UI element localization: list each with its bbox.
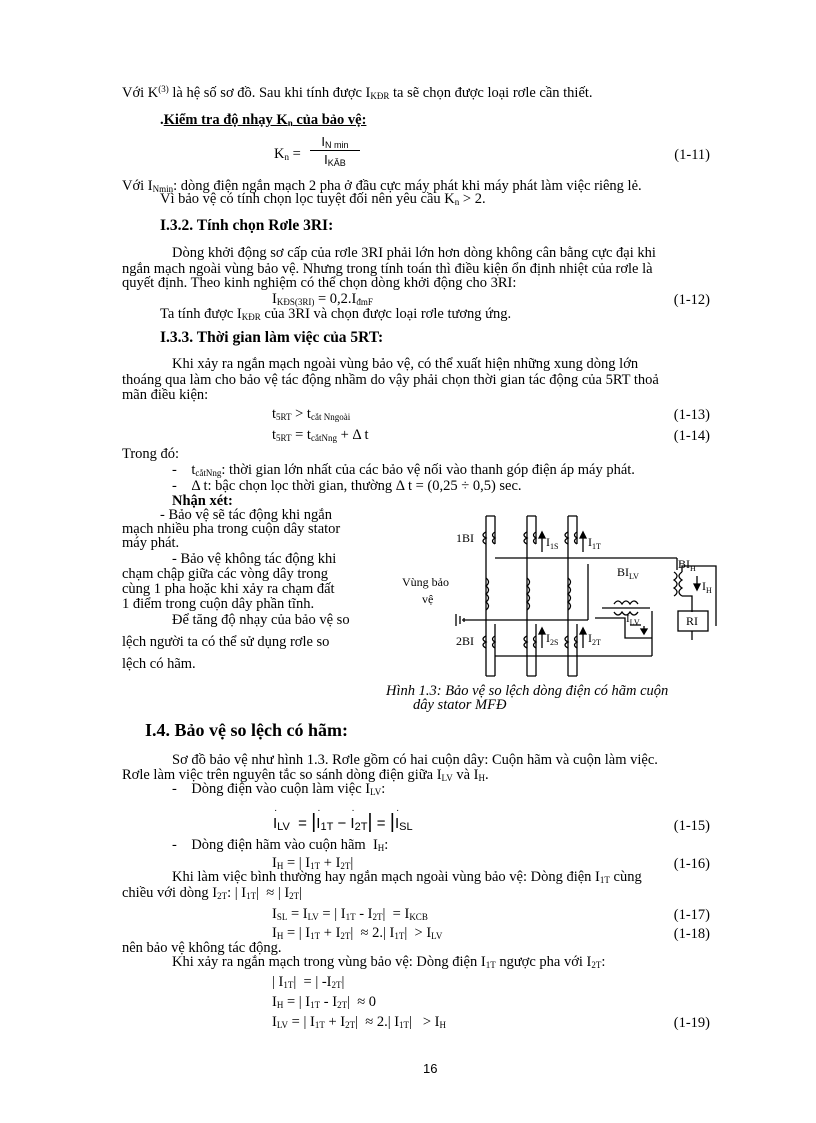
text-line: Khi xảy ra ngắn mạch ngoài vùng bảo vệ, có thể xuất hiện những xung dòng lớn: [172, 356, 639, 372]
page-number: 16: [423, 1061, 438, 1076]
equation-b: $I_H$ = | $I_{1T} - I_{2T}| \approx 0$: [272, 994, 377, 1010]
text-line: chạm chập giữa các vòng dây trong: [122, 566, 328, 582]
zone-label: vệ: [422, 592, 434, 606]
kn-fraction: [310, 134, 360, 167]
equation-number: (1-17): [673, 907, 710, 923]
text-line: lệch người ta có thể sử dụng rơle so: [122, 634, 330, 650]
equation-number: (1-15): [673, 818, 710, 834]
text-line: cùng 1 pha hoặc khi xảy ra chạm đất: [122, 581, 335, 597]
equation-t5rt-1: $t_{5RT} > t_{cắt Nngoài}$: [272, 406, 351, 422]
section-heading-sensitivity: .Kiểm tra độ nhạy $K_n$ của bảo vệ:: [160, 112, 367, 128]
text-line: 1 điểm trong cuộn dây phần tĩnh.: [122, 596, 315, 612]
equation-number: (1-16): [673, 856, 710, 872]
text-line: lệch có hãm.: [122, 656, 196, 672]
equation-number: (1-14): [673, 428, 710, 444]
equation-number: (1-13): [673, 407, 710, 423]
current-label-ih: $I_H$: [702, 579, 712, 595]
equation-number: (1-11): [674, 147, 710, 163]
kn-denominator: $I_{KĂB}$: [324, 152, 346, 168]
figure-caption: Hình 1.3: Bảo vệ so lệch dòng điện có hãm cuộn: [386, 683, 669, 699]
bullet-item: - $t_{cắtNng}$: thời gian lớn nhất của các bảo vệ nối vào thanh góp điện áp máy phát.: [172, 462, 635, 478]
equation-number: (1-19): [673, 1015, 710, 1031]
equation-isl: $I_{SL} = I_{LV}$ = | $I_{1T} - I_{2T}| = I_{KCB}$: [272, 906, 428, 922]
equation-ih2: $I_H$ = | $I_{1T} + I_{2T}| \approx 2.|$ $I_{1T}| > I_{LV}$: [272, 925, 443, 941]
kn-numerator: $I_{N min}$: [321, 134, 349, 150]
equation-ilv: I · $_{LV}$ = |I · $_{1T}$ − I · $_{2T}$| = |I · $_{SL}$: [273, 805, 413, 833]
current-label-ilv: $I_{LV}$: [626, 613, 640, 627]
ct-label-bih: $BI_H$: [678, 557, 696, 573]
text-line: máy phát.: [122, 535, 180, 551]
equation-ikds: $I_{KĐS(3RI)} = 0,2.I_{đmF}$: [272, 291, 373, 307]
text-line: Dòng khởi động sơ cấp của rơle 3RI phải lớn hơn dòng không cân bằng cực đại khi: [172, 245, 656, 261]
equation-ih: $I_H$ = | $I_{1T} + I_{2T}|$: [272, 855, 354, 871]
zone-label: Vùng bảo: [402, 575, 449, 589]
text-line: Khi làm việc bình thường hay ngắn mạch ngoài vùng bảo vệ: Dòng điện $I_{1T}$ cùng: [172, 869, 642, 885]
current-label-i2t: $I_{2T}$: [588, 631, 601, 647]
text-line: Với $K^{(3)}$ là hệ số sơ đồ. Sau khi tính được $I_{KĐR}$ ta sẽ chọn được loại rơle cần thiết.: [122, 84, 593, 101]
text-line: Để tăng độ nhạy của bảo vệ so: [172, 612, 350, 628]
ct-label-bilv: $BI_{LV}$: [617, 565, 639, 581]
remark-heading: Nhận xét:: [172, 493, 233, 509]
section-heading-14: I.4. Bảo vệ so lệch có hãm:: [145, 720, 348, 740]
relay-label-ri: RI: [686, 614, 698, 628]
ct-label-2bi: 2BI: [456, 634, 474, 648]
text-line: Ta tính được $I_{KĐR}$ của 3RI và chọn được loại rơle tương ứng.: [160, 306, 512, 322]
section-heading-132: I.3.2. Tính chọn Rơle 3RI:: [160, 217, 334, 234]
text-line: Rơle làm việc trên nguyên tắc so sánh dòng điện giữa $I_{LV}$ và $I_H$.: [122, 767, 489, 783]
text-line: - Dòng điện vào cuộn làm việc $I_{LV}$:: [172, 781, 386, 797]
section-heading-133: I.3.3. Thời gian làm việc của 5RT:: [160, 329, 384, 346]
ct-label-1bi: 1BI: [456, 531, 474, 545]
current-label-i1t: $I_{1T}$: [588, 535, 601, 551]
text-line: Vì bảo vệ có tính chọn lọc tuyệt đối nên yêu cầu $K_n > 2$.: [160, 191, 486, 207]
text-line: - Bảo vệ sẽ tác động khi ngắn: [160, 507, 332, 523]
figure-caption: dây stator MFĐ: [413, 697, 507, 713]
equation-c: $I_{LV}$ = | $I_{1T} + I_{2T}| \approx 2.|$ $I_{1T}| > I_H$: [272, 1014, 446, 1030]
text-line: - Dòng điện hãm vào cuộn hãm $I_H$:: [172, 837, 389, 853]
text-line: - Bảo vệ không tác động khi: [172, 551, 337, 567]
kn-equation-lhs: $K_n$ =: [274, 146, 301, 162]
text-line: chiều với dòng $I_{2T}$: | $I_{1T}|$ ≈ | $I_{2T}|$: [122, 885, 303, 901]
text-line: Với $I_{Nmin}$: dòng điện ngắn mạch 2 pha ở đầu cực máy phát khi máy phát làm việc riêng lẻ.: [122, 178, 642, 194]
text-line: mạch nhiều pha trong cuộn dây stator: [122, 521, 341, 537]
differential-protection-diagram: [392, 508, 722, 684]
text-line: nên bảo vệ không tác động.: [122, 940, 282, 956]
text-line: thoáng qua làm cho bảo vệ tác động nhầm do vậy phải chọn thời gian tác động của 5RT thoả: [122, 372, 659, 388]
text-line: Trong đó:: [122, 446, 180, 462]
text-line: Sơ đồ bảo vệ như hình 1.3. Rơle gồm có hai cuộn dây: Cuộn hãm và cuộn làm việc.: [172, 752, 658, 768]
text-line: ngắn mạch ngoài vùng bảo vệ. Nhưng trong tính toán thì điều kiện ổn định nhiệt của rơle là: [122, 261, 653, 277]
text-line: mãn điều kiện:: [122, 387, 209, 403]
bullet-item: - Δ t: bậc chọn lọc thời gian, thường Δ t = (0,25 ÷ 0,5) sec.: [172, 478, 522, 494]
text-line: Khi xảy ra ngắn mạch trong vùng bảo vệ: Dòng điện $I_{1T}$ ngược pha với $I_{2T}$:: [172, 954, 606, 970]
text-line: quyết định. Theo kinh nghiệm có thể chọn dòng khởi động cho 3RI:: [122, 275, 517, 291]
equation-a: | $I_{1T}|$ = | $-I_{2T}|$: [272, 974, 345, 990]
current-label-i2s: $I_{2S}$: [546, 631, 559, 647]
current-label-i1s: $I_{1S}$: [546, 535, 559, 551]
equation-number: (1-12): [673, 292, 710, 308]
equation-t5rt-2: $t_{5RT} = t_{cắtNng} + \Delta$ t: [272, 427, 369, 443]
equation-number: (1-18): [673, 926, 710, 942]
